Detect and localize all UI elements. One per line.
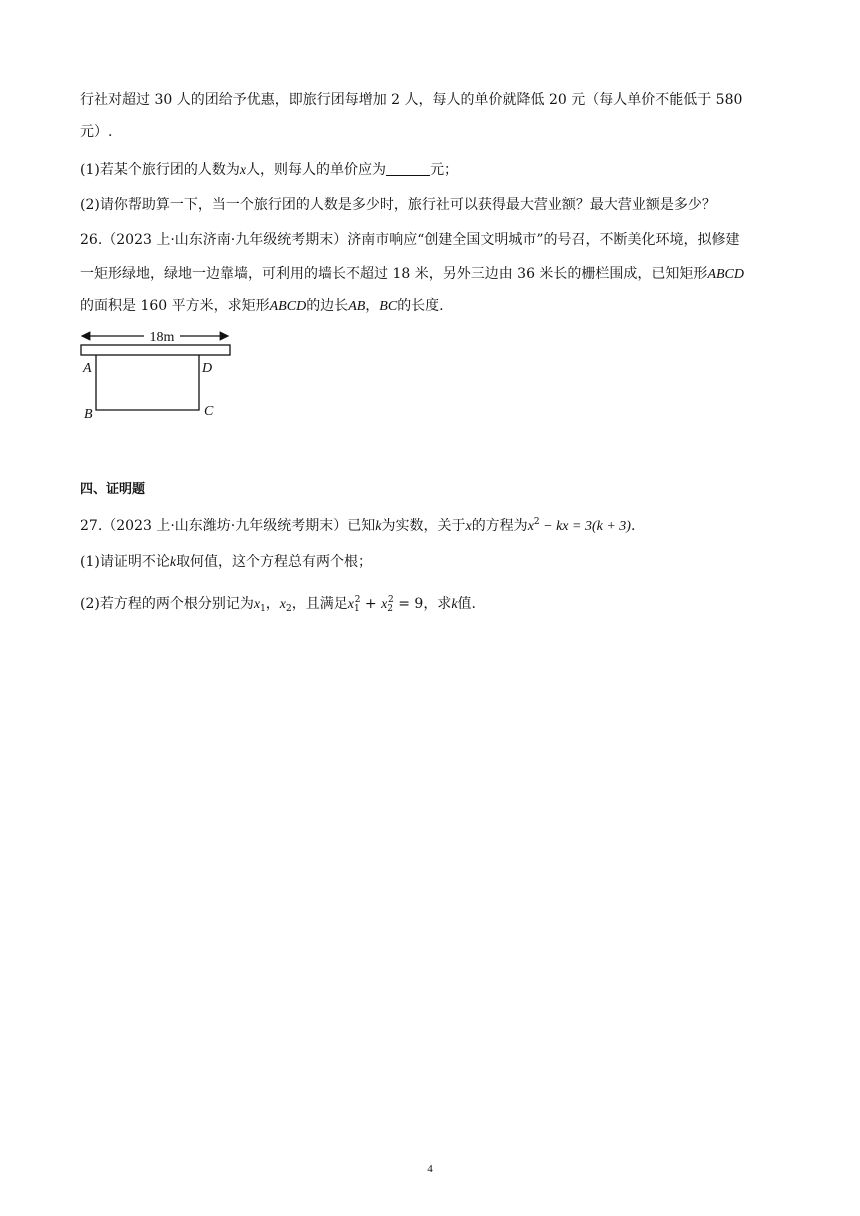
q27-line-1: 27.（2023 上·山东潍坊·九年级统考期末）已知k为实数，关于x的方程为$x^2$ − kx = 3(k + 3). xyxy=(80,517,636,534)
wall xyxy=(81,345,230,355)
fence xyxy=(96,355,199,410)
sum-of-squares-equation: $x_1^2 + x_2^2 = 9$ xyxy=(347,595,424,614)
label-a: A xyxy=(83,361,92,376)
q27-part-2: (2)若方程的两个根分别记为$x_1$，$x_2$，且满足$x_1^2 + x_2^2 = 9$，求k值. xyxy=(80,595,476,614)
q25-line-1: 行社对超过 30 人的团给予优惠，即旅行团每增加 2 人，每人的单价就降低 20 元（每人单价不能低于 580 xyxy=(80,92,743,108)
page-number: 4 xyxy=(427,1163,433,1175)
rectangle-figure xyxy=(76,324,236,424)
q26-line-2: 一矩形绿地，绿地一边靠墙，可利用的墙长不超过 18 米，另外三边由 36 米长的栅栏围成，已知矩形ABCD xyxy=(80,266,744,282)
answer-blank xyxy=(386,161,430,176)
q26-line-3: 的面积是 160 平方米，求矩形ABCD的边长AB，BC的长度. xyxy=(80,298,444,314)
section-heading: 四、证明题 xyxy=(80,482,146,497)
q26-line-1: 26.（2023 上·山东济南·九年级统考期末）济南市响应“创建全国文明城市”的号召，不断美化环境，拟修建 xyxy=(80,232,740,248)
q25-line-2: 元）. xyxy=(80,124,113,140)
q25-part-1: (1)若某个旅行团的人数为x人，则每人的单价应为 元； xyxy=(80,162,459,178)
q25-part-2: (2)请你帮助算一下，当一个旅行团的人数是多少时，旅行社可以获得最大营业额？最大营业额是多少？ xyxy=(80,197,716,213)
label-c: C xyxy=(204,404,214,419)
equation: $x^2$ − kx = 3(k + 3) xyxy=(527,517,631,534)
label-b: B xyxy=(84,407,93,422)
label-d: D xyxy=(202,361,213,376)
length-label: 18m xyxy=(149,330,175,345)
q27-part-1: (1)请证明不论k取何值，这个方程总有两个根； xyxy=(80,554,373,570)
